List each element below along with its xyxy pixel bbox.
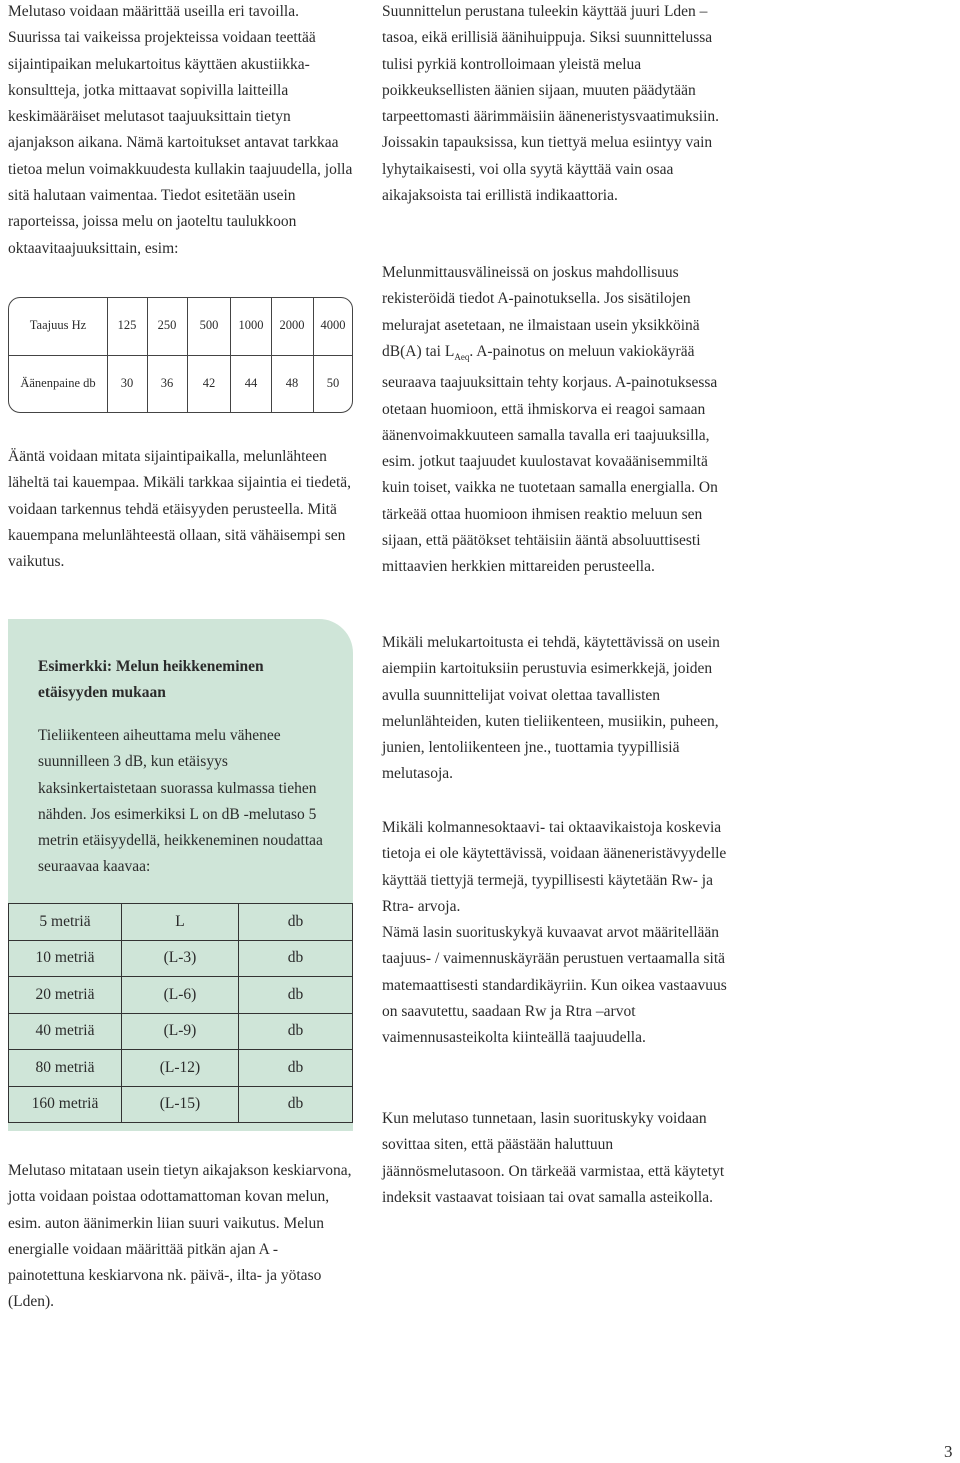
- unit-cell: db: [239, 1086, 353, 1123]
- pressure-cell: 36: [160, 376, 174, 390]
- table-row: [9, 904, 353, 941]
- measurement-paragraph: Ääntä voidaan mitata sijaintipaikalla, melunlähteen läheltä tai kauempaa. Mikäli tarkkaa sijaintia ei tiedetä, voidaan tarkennus tehdä etäisyyden perusteella. Mitä kauempana melunlähteestä ollaan, sitä vähäisempi sen vaikutus.: [8, 448, 352, 571]
- unit-cell: db: [239, 1013, 353, 1050]
- level-cell: (L-12): [122, 1050, 239, 1087]
- page-number: 3: [944, 1442, 953, 1461]
- frequency-cell: 4000: [320, 318, 346, 332]
- unit-cell: db: [239, 1050, 353, 1087]
- aeq-subscript: Aeq: [454, 351, 470, 362]
- a-weighting-paragraph: Melunmittausvälineissä on joskus mahdollisuus rekisteröidä tiedot A-painotuksella. Jos sisätilojen melurajat asetetaan, ne ilmaistaan usein yksikköinä dB(A) tai $L_{Aeq}$. A-painotus on meluun vakiokäyrää seuraava taajuuksittain tehty korjaus. A-painotuksessa otetaan huomioon, että ihmiskorva ei reagoi samaan äänenvoimakkuuteen samalla tavalla eri taajuuksilla, esim. jotkut taajuudet kuulostavat kovaäänisemmiltä kuin toiset, vaikka ne tuotetaan samalla energialla. On tärkeää ottaa huomioon ihmisen reaktio meluun sen sijaan, että päätökset tehtäisiin ääntä absoluuttisesti mittaavien herkkien mittareiden perusteella.: [382, 264, 718, 576]
- unit-cell: db: [239, 977, 353, 1014]
- frequency-cell: 500: [199, 318, 219, 332]
- unit-cell: db: [239, 940, 353, 977]
- frequency-row-label: Taajuus Hz: [29, 318, 87, 332]
- lden-paragraph: Melutaso mitataan usein tietyn aikajakson keskiarvona, jotta voidaan poistaa odottamattoman kovan melun, esim. auton äänimerkin liian suuri vaikutus. Melun energialle voidaan määrittää pitkän ajan A -painotettuna keskiarvona nk. päivä-, ilta- ja yötaso (Lden).: [8, 1162, 352, 1311]
- pressure-cell: 42: [202, 376, 216, 390]
- octave-band-paragraph: Mikäli kolmannesoktaavi- tai oktaavikaistoja koskevia tietoja ei ole käytettävissä, voidaan ääneneristävyydelle käyttää tiettyjä termejä, tyypillisesti käytetään Rw- ja Rtra- arvoja.: [382, 819, 727, 915]
- pressure-cell: 44: [244, 376, 258, 390]
- level-cell: (L-6): [122, 977, 239, 1014]
- distance-cell: 20 metriä: [9, 977, 122, 1014]
- frequency-table: [8, 297, 353, 413]
- table-row: [9, 977, 353, 1014]
- intro-paragraph: Melutaso voidaan määrittää useilla eri tavoilla. Suurissa tai vaikeissa projekteissa voidaan teettää sijaintipaikan melukartoitus käyttäen akustiikka-konsultteja, jotka mittaavat sopivilla laitteilla keskimääräiset melutasot taajuuksittain tietyn ajanjakson aikana. Nämä kartoitukset antavat tarkkaa tietoa melun voimakkuudesta kullakin taajuudella, jolla sitä halutaan vaimentaa. Tiedot esitetään usein raporteissa, joissa melu on jaoteltu taulukkoon oktaavitaajuuksittain, esim:: [8, 3, 353, 257]
- distance-cell: 80 metriä: [9, 1050, 122, 1087]
- frequency-cell: 250: [157, 318, 177, 332]
- level-cell: (L-15): [122, 1086, 239, 1123]
- level-cell: L: [122, 904, 239, 941]
- frequency-cell: 2000: [279, 318, 305, 332]
- frequency-cell: 1000: [238, 318, 264, 332]
- pressure-cell: 30: [120, 376, 134, 390]
- level-cell: (L-9): [122, 1013, 239, 1050]
- table-row: [9, 1086, 353, 1123]
- pressure-cell: 50: [326, 376, 340, 390]
- table-row: [9, 1013, 353, 1050]
- table-row: [9, 940, 353, 977]
- example-title: Esimerkki: Melun heikkeneminen etäisyyden mukaan: [38, 658, 264, 701]
- pressure-cell: 48: [285, 376, 299, 390]
- example-text: Tieliikenteen aiheuttama melu vähenee suunnilleen 3 dB, kun etäisyys kaksinkertaistetaan suorassa kulmassa tiehen nähden. Jos esimerkiksi L on dB -melutaso 5 metrin etäisyydellä, heikkeneminen noudattaa seuraavaa kaavaa:: [38, 727, 323, 876]
- examples-paragraph: Mikäli melukartoitusta ei tehdä, käytettävissä on usein aiempiin kartoituksiin perustuvia esimerkkejä, joiden avulla suunnittelijat voivat olettaa tavallisten melunlähteiden, kuten tieliikenteen, musiikin, puheen, junien, lentoliikenteen jne., tuottamia tyypillisiä melutasoja.: [382, 634, 720, 783]
- distance-cell: 40 metriä: [9, 1013, 122, 1050]
- glass-performance-paragraph: Kun melutaso tunnetaan, lasin suorituskyky voidaan sovittaa siten, että päästään haluttuun jäännösmelutasoon. On tärkeää varmistaa, että käytetyt indeksit vastaavat toisiaan tai ovat samalla asteikolla.: [382, 1110, 725, 1206]
- frequency-cell: 125: [117, 318, 137, 332]
- rw-rtra-paragraph: Nämä lasin suorituskykyä kuvaavat arvot määritellään taajuus- / vaimennuskäyrään perustuen vertaamalla sitä matemaattisesti standardikäyriin. Kun oikea vastaavuus on saavutettu, saadaan Rw ja Rtra –arvot vaimennusasteikolta kiinteällä taajuudella.: [382, 924, 727, 1047]
- unit-cell: db: [239, 904, 353, 941]
- table-row: [9, 1050, 353, 1087]
- pressure-row-label: Äänenpaine db: [20, 376, 96, 390]
- distance-cell: 5 metriä: [9, 904, 122, 941]
- level-cell: (L-3): [122, 940, 239, 977]
- distance-table: [8, 903, 353, 1123]
- distance-cell: 10 metriä: [9, 940, 122, 977]
- design-basis-paragraph: Suunnittelun perustana tuleekin käyttää juuri Lden –tasoa, eikä erillisiä äänihuippuja. Siksi suunnittelussa tulisi pyrkiä kontrolloimaan yleistä melua poikkeuksellisten äänien sijaan, muuten päädytään tarpeettomasti äärimmäisiin ääneneristysvaatimuksiin. Joissakin tapauksissa, kun tiettyä melua esiintyy vain lyhytaikaisesti, voi olla syytä käyttää vain osaa aikajaksoista tai erillistä indikaattoria.: [382, 3, 720, 205]
- distance-cell: 160 metriä: [9, 1086, 122, 1123]
